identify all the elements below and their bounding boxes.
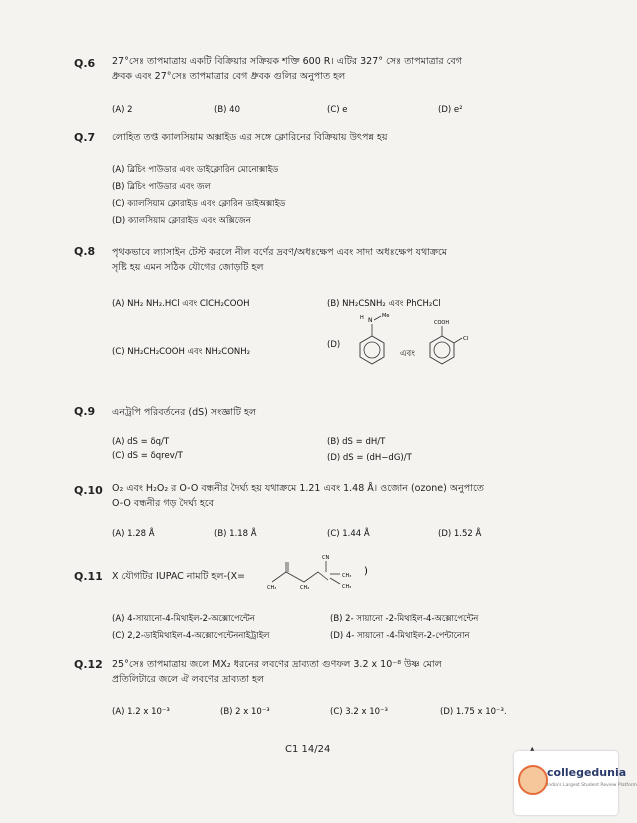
question-text: 27°সেঃ তাপমাত্রায় একটি বিক্রিয়ার সক্রিয়ক শক্তি 600 R। এটির 327° সেঃ তাপমাত্রার বেগ ধ্রুবক এবং 27°সেঃ তাপমাত্রার বেগ ধ্রুবক গুলির অনুপাত হল [112,56,462,82]
option-a: (A) dS = δq/T [112,437,170,447]
option-c: (C) 3.2 x 10⁻³ [330,707,388,717]
option-b: (B) 1.18 Å [214,529,257,539]
option-a: (A) NH₂ NH₂.HCl এবং ClCH₂COOH [112,299,250,309]
option-c: (C) 1.44 Å [327,529,370,539]
option-a: (A) 1.2 x 10⁻³ [112,707,170,717]
svg-text:CH₃: CH₃ [342,584,352,590]
question-number: Q.11 [74,570,103,583]
question-text: এনট্রপি পরিবর্তনের (dS) সংজ্ঞাটি হল [112,407,257,418]
option-b: (B) 2 x 10⁻³ [220,707,270,717]
option-c: (C) 2,2-ডাইমিথাইল-4-অক্সোপেন্টেননাইট্রাইল [112,631,270,641]
question-number: Q.8 [74,245,96,258]
option-d-structures [338,310,498,384]
and-label: এবং [400,349,415,359]
svg-text:CH₂: CH₂ [300,585,310,591]
option-b: (B) 40 [214,105,240,115]
svg-text:CH₃: CH₃ [342,573,352,579]
option-c: (C) dS = δqrev/T [112,451,183,461]
option-a: (A) 4-সায়ানো-4-মিথাইল-2-অক্সোপেন্টেন [112,614,255,624]
svg-text:H: H [360,315,364,321]
option-d: (D) [327,340,341,350]
option-a: (A) ব্লিচিং পাউডার এবং ডাইক্লোরিন মোনোক্সাইড [112,165,279,175]
question-number: Q.7 [74,131,96,144]
option-d: (D) dS = (dH−dG)/T [327,453,412,463]
chlorobenzoic-acid-structure [430,320,469,364]
question-text: O₂ এবং H₂O₂ র O-O বন্ধনীর দৈর্ঘ্য হয় যথাক্রমে 1.21 এবং 1.48 Å। ওজোন (ozone) অনুপাতে O-O বন্ধনীর গড় দৈর্ঘ্য হবে [112,483,484,509]
option-a: (A) 1.28 Å [112,529,155,539]
question-text: পৃথকভাবে ল্যাসাইন টেস্ট করলে নীল বর্ণের দ্রবণ/অধঃক্ষেপ এবং সাদা অধঃক্ষেপ যথাক্রমে সৃষ্টি হয় এমন সঠিক যৌগের জোড়টি হল [112,247,448,273]
option-d: (D) 1.52 Å [438,529,482,539]
option-b: (B) 2- সায়ানো -2-মিথাইল-4-অক্সোপেন্টেন [330,614,479,624]
question-text: X যৌগটির IUPAC নামটি হল-(X= [112,571,246,582]
svg-text:Me: Me [382,313,390,319]
svg-text:CN: CN [322,555,330,561]
collegedunia-logo: collegedunia India's Largest Student Review Platform [514,751,618,815]
compound-x-structure [258,552,378,594]
page-number: C1 14/24 [285,744,331,755]
question-number: Q.12 [74,658,103,671]
svg-text:CH₃: CH₃ [267,585,277,591]
option-d: (D) e² [438,105,463,115]
option-c: (C) e [327,105,348,115]
option-a: (A) 2 [112,105,133,115]
svg-text:): ) [364,566,368,577]
question-number: Q.9 [74,405,96,418]
option-c: (C) NH₂CH₂COOH এবং NH₂CONH₂ [112,347,251,357]
svg-text:N: N [368,317,373,324]
n-methylaniline-structure [360,313,389,364]
question-number: Q.6 [74,57,96,70]
option-c: (C) ক্যালসিয়াম ক্লোরাইড এবং ক্লোরিন ডাইঅক্সাইড [112,199,286,209]
option-d: (D) 1.75 x 10⁻³. [440,707,507,717]
question-text: 25°সেঃ তাপমাত্রায় জলে MX₂ ধরনের লবণের দ্রাব্যতা গুণফল 3.2 x 10⁻⁸ উষ্ণ মোল প্রতিলিটারে জলে ঐ লবণের দ্রাব্যতা হল [112,659,442,685]
option-d: (D) 4- সায়ানো -4-মিথাইল-2-পেন্টানোন [330,631,470,641]
option-b: (B) dS = dH/T [327,437,386,447]
option-d: (D) ক্যালসিয়াম ক্লোরাইড এবং অক্সিজেন [112,216,251,226]
question-text: লোহিত তপ্ত ক্যালসিয়াম অক্সাইড এর সঙ্গে ক্লোরিনের বিক্রিয়ায় উৎপন্ন হয় [112,132,388,143]
svg-text:Cl: Cl [463,336,469,342]
svg-text:COOH: COOH [434,320,450,326]
mascot-icon [518,765,548,795]
option-b: (B) NH₂CSNH₂ এবং PhCH₂Cl [327,299,441,309]
option-b: (B) ব্লিচিং পাউডার এবং জল [112,182,211,192]
question-number: Q.10 [74,484,103,497]
